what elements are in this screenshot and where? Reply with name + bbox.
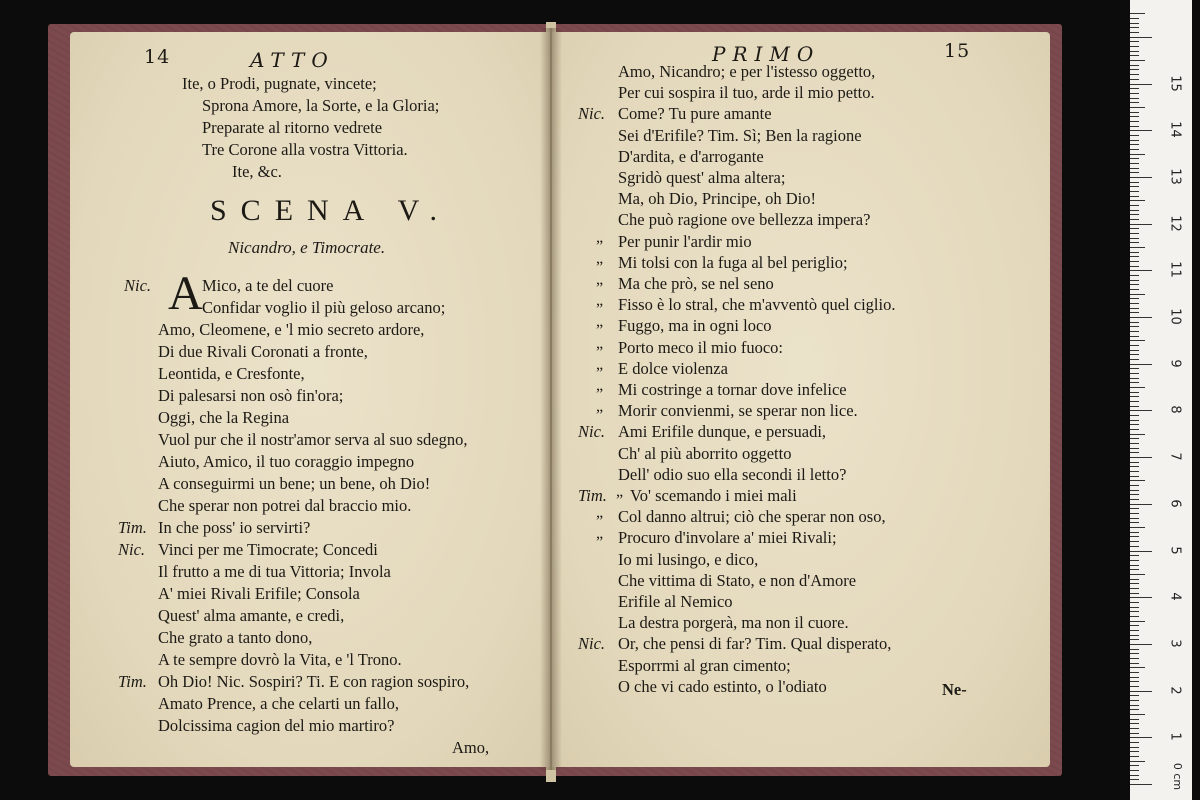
ruler-tick <box>1130 116 1139 117</box>
speaker-label: Nic. <box>578 422 606 442</box>
ruler-tick <box>1130 242 1139 243</box>
ruler-tick <box>1130 266 1139 267</box>
dialogue-line: Procuro d'involare a' miei Rivali; <box>618 528 837 548</box>
ruler-tick <box>1130 382 1139 383</box>
dialogue-line: Ma, oh Dio, Principe, oh Dio! <box>618 189 816 209</box>
dialogue-line: Dell' odio suo ella secondi il letto? <box>618 464 847 484</box>
dialogue-line: Il frutto a me di tua Vittoria; Invola <box>158 562 391 581</box>
ruler-tick <box>1130 747 1139 748</box>
ruler-tick <box>1130 593 1139 594</box>
ruler-tick <box>1130 751 1139 752</box>
ruler-tick <box>1130 210 1139 211</box>
dialogue-line: Morir convienmi, se sperar non lice. <box>618 401 858 421</box>
ruler-number: 8 <box>1167 405 1183 415</box>
ruler-tick <box>1130 144 1139 145</box>
dialogue-line: Amato Prence, a che celarti un fallo, <box>158 694 399 713</box>
ruler-tick <box>1130 770 1139 771</box>
ruler-tick <box>1130 681 1139 682</box>
dialogue-line: La destra porgerà, ma non il cuore. <box>618 613 849 633</box>
ruler-tick <box>1130 560 1139 561</box>
ruler-number: 15 <box>1167 74 1183 92</box>
ruler-number: 12 <box>1167 214 1183 232</box>
ruler-tick <box>1130 163 1139 164</box>
dialogue-line: Col danno altrui; ciò che sperar non oso, <box>618 507 886 527</box>
ruler-tick <box>1130 700 1139 701</box>
speaker-label: Tim. <box>578 486 607 505</box>
ruler-number: 4 <box>1167 592 1183 601</box>
dialogue-line: Oh Dio! Nic. Sospiri? Ti. E con ragion sospiro, <box>158 672 470 691</box>
running-head: PRIMO <box>712 42 821 66</box>
ruler-tick <box>1130 60 1145 61</box>
ruler-tick <box>1130 429 1139 430</box>
ruler-tick <box>1130 289 1139 290</box>
ruler-tick <box>1130 541 1139 542</box>
ruler-tick <box>1130 294 1145 295</box>
ruler-tick <box>1130 658 1139 659</box>
ruler-tick <box>1130 621 1145 622</box>
ruler-tick <box>1130 284 1139 285</box>
ruler-tick <box>1130 247 1145 248</box>
dialogue-line: Mi tolsi con la fuga al bel periglio; <box>618 252 848 272</box>
ruler-tick <box>1130 69 1139 70</box>
ruler-number: 6 <box>1167 499 1183 508</box>
ruler-number: 11 <box>1167 261 1183 279</box>
ruler-tick <box>1130 672 1139 673</box>
ruler-tick <box>1130 364 1152 365</box>
catchword: Ne- <box>942 680 967 699</box>
ruler-tick <box>1130 158 1139 159</box>
ruler-tick <box>1130 723 1139 724</box>
ruler-tick <box>1130 205 1139 206</box>
ruler-tick <box>1130 480 1145 481</box>
ruler-tick <box>1130 462 1139 463</box>
ruler-tick <box>1130 452 1139 453</box>
ruler-tick <box>1130 149 1139 150</box>
ruler-number: 3 <box>1167 639 1183 648</box>
ruler-tick <box>1130 18 1139 19</box>
dialogue-line: Sgridò quest' alma altera; <box>618 168 786 187</box>
ruler-tick <box>1130 51 1139 52</box>
ruler-tick <box>1130 182 1139 183</box>
ruler-tick <box>1130 88 1139 89</box>
ruler-tick <box>1130 742 1139 743</box>
dialogue-line: Quest' alma amante, e credi, <box>158 606 345 625</box>
verse-line: Tre Corone alla vostra Vittoria. <box>202 140 408 159</box>
ruler-tick <box>1130 518 1139 519</box>
ruler-tick <box>1130 98 1139 99</box>
ruler-tick <box>1130 677 1139 678</box>
ruler-number: 13 <box>1167 168 1183 185</box>
page-number: 15 <box>944 40 971 62</box>
ruler-tick <box>1130 261 1139 262</box>
ruler-tick <box>1130 508 1139 509</box>
scene-characters: Nicandro, e Timocrate. <box>228 238 386 257</box>
ruler-tick <box>1130 406 1139 407</box>
ruler-tick <box>1130 224 1152 225</box>
quotation-mark: „ <box>596 228 604 246</box>
dialogue-line: Aiuto, Amico, il tuo coraggio impegno <box>158 452 415 471</box>
dialogue-line: Come? Tu pure amante <box>618 104 772 124</box>
ruler-tick <box>1130 107 1145 108</box>
ruler-tick <box>1130 392 1139 393</box>
ruler-number: 1 <box>1167 732 1183 741</box>
dialogue-line: Di palesarsi non osò fin'ora; <box>158 386 344 405</box>
ruler-tick <box>1130 140 1139 141</box>
dialogue-line: Fisso è lo stral, che m'avventò quel ciglio. <box>618 295 896 315</box>
ruler-tick <box>1130 79 1139 80</box>
ruler-tick <box>1130 280 1139 281</box>
dialogue-line: Amo, Nicandro; e per l'istesso oggetto, <box>618 62 876 81</box>
ruler-tick <box>1130 424 1139 425</box>
quotation-mark: „ <box>596 334 604 352</box>
ruler-tick <box>1130 644 1152 645</box>
ruler-tick <box>1130 196 1139 197</box>
ruler-tick <box>1130 667 1145 668</box>
ruler-tick <box>1130 579 1139 580</box>
speaker-label: Tim. <box>118 518 147 537</box>
speaker-label: Nic. <box>578 634 606 654</box>
quotation-mark: „ <box>596 377 604 394</box>
dialogue-line: E dolce violenza <box>618 358 728 378</box>
ruler-tick <box>1130 154 1145 155</box>
ruler-tick <box>1130 420 1139 421</box>
dialogue-line: Che vittima di Stato, e non d'Amore <box>618 570 857 590</box>
ruler-tick <box>1130 695 1139 696</box>
ruler-tick <box>1130 775 1139 776</box>
ruler-tick <box>1130 275 1139 276</box>
ruler-tick <box>1130 625 1139 626</box>
ruler-tick <box>1130 583 1139 584</box>
ruler-tick <box>1130 691 1152 692</box>
dialogue-line: Che sperar non potrei dal braccio mio. <box>158 496 412 515</box>
dialogue-line: Sei d'Erifile? Tim. Sì; Ben la ragione <box>618 125 862 145</box>
quotation-mark: „ <box>596 525 604 543</box>
ruler-number: 5 <box>1167 545 1183 555</box>
ruler-number: 2 <box>1167 685 1183 695</box>
ruler-number: 10 <box>1167 308 1183 325</box>
ruler-tick <box>1130 270 1152 271</box>
drop-cap: A <box>168 267 203 320</box>
ruler-tick <box>1130 401 1139 402</box>
catchword: Amo, <box>452 738 490 757</box>
ruler-tick <box>1130 476 1139 477</box>
ruler-tick <box>1130 536 1139 537</box>
ruler-tick <box>1130 219 1139 220</box>
ruler-tick <box>1130 238 1139 239</box>
dialogue-line: Amo, Cleomene, e 'l mio secreto ardore, <box>158 320 425 339</box>
ruler-tick <box>1130 326 1139 327</box>
dialogue-line: Di due Rivali Coronati a fronte, <box>158 342 368 361</box>
dialogue-line: Per punir l'ardir mio <box>618 231 752 251</box>
measuring-ruler <box>1130 0 1192 800</box>
ruler-tick <box>1130 37 1152 38</box>
quotation-mark: „ <box>596 504 604 522</box>
ruler-tick <box>1130 607 1139 608</box>
ruler-tick <box>1130 186 1139 187</box>
ruler-tick <box>1130 490 1139 491</box>
ruler-tick <box>1130 597 1152 598</box>
ruler-tick <box>1130 639 1139 640</box>
dialogue-line: Ami Erifile dunque, e persuadi, <box>618 422 827 442</box>
dialogue-line: Confidar voglio il più geloso arcano; <box>202 298 446 317</box>
ruler-tick <box>1130 527 1145 528</box>
ruler-tick <box>1130 336 1139 337</box>
scene-title: SCENA V. <box>210 194 451 227</box>
ruler-tick <box>1130 471 1139 472</box>
ruler-tick <box>1130 513 1139 514</box>
ruler-tick <box>1130 574 1145 575</box>
ruler-tick <box>1130 340 1145 341</box>
ruler-tick <box>1130 485 1139 486</box>
dialogue-line: Mico, a te del cuore <box>202 276 334 295</box>
ruler-tick <box>1130 84 1152 85</box>
ruler-tick <box>1130 312 1139 313</box>
ruler-tick <box>1130 112 1139 113</box>
ruler-tick <box>1130 438 1139 439</box>
ruler-tick <box>1130 135 1139 136</box>
speaker-label: Tim. <box>118 672 147 691</box>
verse-line: Ite, o Prodi, pugnate, vincete; <box>182 74 377 93</box>
ruler-tick <box>1130 74 1139 75</box>
ruler-tick <box>1130 635 1139 636</box>
page-number: 14 <box>144 46 171 68</box>
ruler-tick <box>1130 588 1139 589</box>
ruler-tick <box>1130 350 1139 351</box>
ruler-tick <box>1130 569 1139 570</box>
dialogue-line: Ch' al più aborrito oggetto <box>618 443 792 463</box>
speaker-label: Nic. <box>578 104 606 124</box>
ruler-tick <box>1130 649 1139 650</box>
ruler-tick <box>1130 630 1139 631</box>
ruler-tick <box>1130 233 1139 234</box>
ruler-tick <box>1130 565 1139 566</box>
quotation-mark: „ <box>596 249 604 267</box>
dialogue-line: A conseguirmi un bene; un bene, oh Dio! <box>158 474 431 493</box>
ruler-tick <box>1130 23 1139 24</box>
ruler-tick <box>1130 93 1139 94</box>
ruler-tick <box>1130 354 1139 355</box>
quotation-mark: „ <box>616 483 624 500</box>
ruler-tick <box>1130 130 1152 131</box>
dialogue-line: Dolcissima cagion del mio martiro? <box>158 716 395 735</box>
ruler-tick <box>1130 345 1139 346</box>
running-head: ATTO <box>250 48 335 72</box>
ruler-tick <box>1130 457 1152 458</box>
dialogue-line: Porto meco il mio fuoco: <box>618 337 783 357</box>
ruler-tick <box>1130 322 1139 323</box>
ruler-tick <box>1130 522 1139 523</box>
ruler-tick <box>1130 168 1139 169</box>
dialogue-line: O che vi cado estinto, o l'odiato <box>618 676 827 696</box>
ruler-tick <box>1130 121 1139 122</box>
dialogue-line: Or, che pensi di far? Tim. Qual disperato, <box>618 634 892 654</box>
ruler-tick <box>1130 200 1145 201</box>
speaker-label: Nic. <box>124 276 152 295</box>
ruler-tick <box>1130 102 1139 103</box>
ruler-tick <box>1130 448 1139 449</box>
ruler-tick <box>1130 466 1139 467</box>
ruler-tick <box>1130 252 1139 253</box>
ruler-tick <box>1130 410 1152 411</box>
ruler-tick <box>1130 737 1152 738</box>
ruler-tick <box>1130 602 1139 603</box>
quotation-mark: „ <box>596 355 604 373</box>
quotation-mark: „ <box>596 292 604 310</box>
ruler-tick <box>1130 41 1139 42</box>
ruler-number: 14 <box>1167 121 1183 138</box>
quotation-mark: „ <box>596 398 604 416</box>
ruler-tick <box>1130 779 1139 780</box>
dialogue-line: In che poss' io servirti? <box>158 518 311 537</box>
dialogue-line: Ma che prò, se nel seno <box>618 274 774 293</box>
verse-line: Preparate al ritorno vedrete <box>202 118 383 137</box>
ruler-tick <box>1130 415 1139 416</box>
quotation-mark: „ <box>596 271 604 288</box>
dialogue-line: Erifile al Nemico <box>618 592 733 611</box>
ruler-tick <box>1130 191 1139 192</box>
dialogue-line: Leontida, e Cresfonte, <box>158 364 305 383</box>
dialogue-line: Vo' scemando i miei mali <box>630 486 797 505</box>
ruler-tick <box>1130 443 1139 444</box>
ruler-tick <box>1130 756 1139 757</box>
ruler-tick <box>1130 126 1139 127</box>
dialogue-line: Esporrmi al gran cimento; <box>618 655 791 675</box>
ruler-tick <box>1130 214 1139 215</box>
ruler-tick <box>1130 765 1139 766</box>
dialogue-line: Vinci per me Timocrate; Concedi <box>158 540 378 559</box>
quotation-mark: „ <box>596 313 604 331</box>
dialogue-line: Che grato a tanto dono, <box>158 628 313 647</box>
ruler-tick <box>1130 714 1145 715</box>
ruler-tick <box>1130 228 1139 229</box>
ruler-tick <box>1130 546 1139 547</box>
dialogue-line: Fuggo, ma in ogni loco <box>618 316 772 336</box>
ruler-number: 9 <box>1167 359 1183 368</box>
ruler-tick <box>1130 303 1139 304</box>
left-page <box>70 32 550 767</box>
verse-line: Sprona Amore, la Sorte, e la Gloria; <box>202 96 440 115</box>
ruler-tick <box>1130 719 1139 720</box>
ruler-tick <box>1130 555 1139 556</box>
dialogue-line: Che può ragione ove bellezza impera? <box>618 210 871 230</box>
ruler-tick <box>1130 733 1139 734</box>
ruler-tick <box>1130 532 1139 533</box>
ruler-tick <box>1130 611 1139 612</box>
right-page <box>552 32 1050 767</box>
ruler-tick <box>1130 32 1139 33</box>
ruler-tick <box>1130 784 1152 785</box>
ruler-tick <box>1130 396 1139 397</box>
ruler-tick <box>1130 686 1139 687</box>
ruler-tick <box>1130 331 1139 332</box>
dialogue-line: Mi costringe a tornar dove infelice <box>618 380 847 399</box>
ruler-tick <box>1130 308 1139 309</box>
ruler-tick <box>1130 499 1139 500</box>
ruler-tick <box>1130 653 1139 654</box>
dialogue-line: Oggi, che la Regina <box>158 408 290 427</box>
dialogue-line: Vuol pur che il nostr'amor serva al suo sdegno, <box>158 430 468 449</box>
ruler-tick <box>1130 728 1139 729</box>
ruler-number: 7 <box>1167 452 1183 461</box>
ruler-tick <box>1130 616 1139 617</box>
ruler-tick <box>1130 172 1139 173</box>
ruler-tick <box>1130 317 1152 318</box>
dialogue-line: Io mi lusingo, e dico, <box>618 549 759 569</box>
dialogue-line: D'ardita, e d'arrogante <box>618 146 764 166</box>
ruler-tick <box>1130 373 1139 374</box>
ruler-tick <box>1130 434 1145 435</box>
dialogue-line: Per cui sospira il tuo, arde il mio petto. <box>618 83 875 103</box>
ruler-tick <box>1130 256 1139 257</box>
ruler-tick <box>1130 27 1139 28</box>
ruler-tick <box>1130 387 1145 388</box>
speaker-label: Nic. <box>118 540 146 559</box>
ruler-tick <box>1130 494 1139 495</box>
ruler-tick <box>1130 65 1139 66</box>
dialogue-line: A te sempre dovrò la Vita, e 'l Trono. <box>158 650 402 669</box>
ruler-tick <box>1130 378 1139 379</box>
ruler-tick <box>1130 13 1145 14</box>
ruler-tick <box>1130 705 1139 706</box>
verse-line: Ite, &c. <box>232 162 282 181</box>
ruler-tick <box>1130 761 1145 762</box>
ruler-tick <box>1130 177 1152 178</box>
ruler-tick <box>1130 359 1139 360</box>
ruler-tick <box>1130 709 1139 710</box>
ruler-tick <box>1130 551 1152 552</box>
ruler-tick <box>1130 55 1139 56</box>
dialogue-line: A' miei Rivali Erifile; Consola <box>158 584 360 603</box>
ruler-tick <box>1130 298 1139 299</box>
ruler-tick <box>1130 368 1139 369</box>
ruler-tick <box>1130 46 1139 47</box>
ruler-tick <box>1130 504 1152 505</box>
ruler-unit-label: 0 cm <box>1171 762 1185 791</box>
ruler-tick <box>1130 663 1139 664</box>
